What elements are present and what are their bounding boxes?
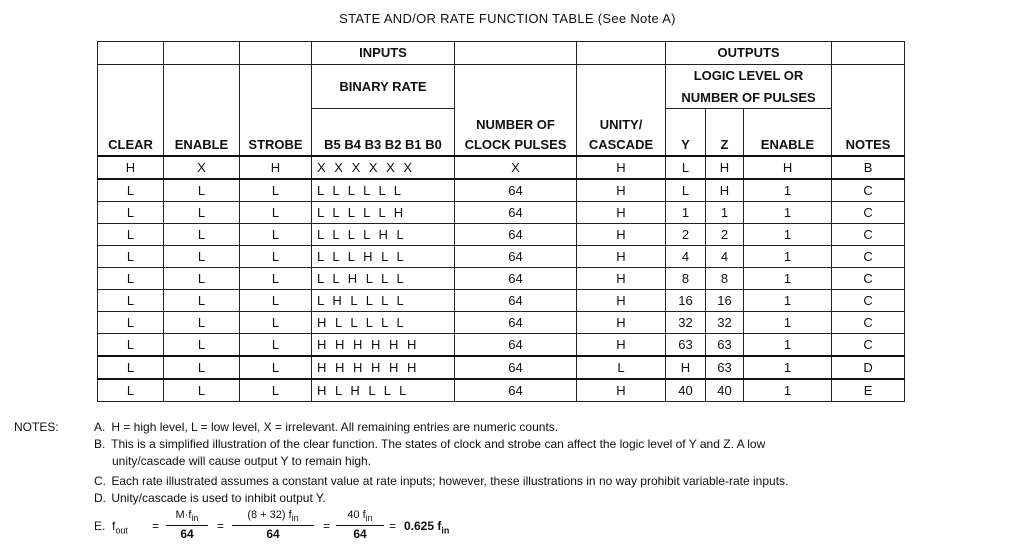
table-title: STATE AND/OR RATE FUNCTION TABLE (See Note A): [339, 11, 676, 26]
table-row: [98, 312, 905, 334]
note-text: Unity/cascade is used to inhibit output Y.: [111, 491, 326, 505]
output-enable-cell: 1: [744, 290, 832, 312]
result-value: 0.625 $f_{in}$: [404, 519, 450, 536]
unity-cascade-cell: H: [577, 334, 666, 357]
bits-cell: H L H L L L: [312, 379, 455, 402]
number-of-pulses-label: NUMBER OF PULSES: [681, 89, 816, 105]
table-row: [98, 268, 905, 290]
clock-pulses-cell: 64: [455, 334, 577, 357]
clear-cell: L: [98, 268, 164, 290]
y-cell: L: [666, 179, 706, 202]
note-cell: D: [832, 356, 905, 379]
note-cell: C: [832, 179, 905, 202]
bits-cell: H H H H H H: [312, 334, 455, 357]
y-cell: L: [666, 156, 706, 179]
clear-cell: L: [98, 356, 164, 379]
bits-cell: L L L L L H: [312, 202, 455, 224]
note-b-continued: unity/cascade will cause output Y to remain high.: [112, 454, 372, 468]
z-cell: 32: [706, 312, 744, 334]
note-cell: C: [832, 224, 905, 246]
enable-cell: L: [164, 334, 240, 357]
note-text: Each rate illustrated assumes a constant value at rate inputs; however, these illustrations in no way prohibit variable-rate inputs.: [111, 474, 789, 488]
note-b: [14, 436, 1004, 453]
unity-cascade-cell: H: [577, 202, 666, 224]
y-cell: 40: [666, 379, 706, 402]
table-row: [98, 156, 905, 179]
fraction-2: [232, 509, 314, 542]
bits-cell: L H L L L L: [312, 290, 455, 312]
clear-cell: L: [98, 202, 164, 224]
strobe-cell: L: [240, 334, 312, 357]
table-row: [98, 224, 905, 246]
note-text: This is a simplified illustration of the clear function. The states of clock and strobe can affect the logic level of Y and Z. A low: [111, 437, 766, 451]
note-e-formula: [14, 509, 1004, 543]
unity-cascade-cell: H: [577, 179, 666, 202]
strobe-cell: L: [240, 312, 312, 334]
z-cell: H: [706, 179, 744, 202]
note-cell: C: [832, 246, 905, 268]
output-enable-cell: 1: [744, 356, 832, 379]
strobe-cell: L: [240, 246, 312, 268]
note-cell: C: [832, 268, 905, 290]
clear-cell: L: [98, 224, 164, 246]
y-header: Y: [666, 109, 706, 157]
enable-cell: L: [164, 290, 240, 312]
note-cell: E: [832, 379, 905, 402]
notes-section: [14, 419, 1004, 543]
clock-pulses-cell: 64: [455, 268, 577, 290]
enable-cell: L: [164, 246, 240, 268]
clock-pulses-cell: 64: [455, 224, 577, 246]
strobe-cell: L: [240, 290, 312, 312]
inputs-header: INPUTS: [312, 42, 455, 65]
equals-sign: =: [389, 519, 397, 533]
unity-cascade-header: [577, 65, 666, 157]
y-cell: 8: [666, 268, 706, 290]
y-cell: 16: [666, 290, 706, 312]
note-cell: C: [832, 334, 905, 357]
outputs-header: OUTPUTS: [666, 42, 832, 65]
clock-pulses-cell: 64: [455, 312, 577, 334]
y-cell: 63: [666, 334, 706, 357]
logic-level-label: LOGIC LEVEL OR: [693, 67, 804, 83]
blank-head-cell: [832, 42, 905, 65]
output-enable-cell: 1: [744, 246, 832, 268]
bits-header: B5 B4 B3 B2 B1 B0: [312, 109, 455, 157]
note-text: H = high level, L = low level, X = irrelevant. All remaining entries are numeric counts.: [111, 420, 559, 434]
function-table: [97, 41, 905, 402]
unity-cascade-cell: H: [577, 268, 666, 290]
output-enable-cell: 1: [744, 224, 832, 246]
note-cell: B: [832, 156, 905, 179]
denominator-3: 64: [353, 527, 367, 542]
note-letter: E.: [94, 519, 106, 533]
y-cell: H: [666, 356, 706, 379]
enable-cell: L: [164, 379, 240, 402]
y-cell: 1: [666, 202, 706, 224]
clock-pulses-cell: 64: [455, 202, 577, 224]
unity-cascade-cell: H: [577, 290, 666, 312]
enable-cell: X: [164, 156, 240, 179]
bits-cell: L L H L L L: [312, 268, 455, 290]
binary-rate-header: BINARY RATE: [312, 65, 455, 109]
z-header: Z: [706, 109, 744, 157]
z-cell: 63: [706, 334, 744, 357]
strobe-cell: H: [240, 156, 312, 179]
enable-cell: L: [164, 356, 240, 379]
fraction-1: [166, 509, 208, 542]
note-letter: A.: [94, 420, 106, 434]
bits-cell: L L L L H L: [312, 224, 455, 246]
clock-pulses-cell: 64: [455, 290, 577, 312]
note-letter: C.: [94, 474, 106, 488]
y-cell: 32: [666, 312, 706, 334]
z-cell: H: [706, 156, 744, 179]
strobe-cell: L: [240, 379, 312, 402]
clear-cell: L: [98, 179, 164, 202]
table-body: [98, 156, 905, 402]
bits-cell: X X X X X X: [312, 156, 455, 179]
strobe-cell: L: [240, 224, 312, 246]
fraction-3: [336, 509, 384, 542]
equals-sign: =: [217, 519, 225, 533]
note-c: [14, 473, 1004, 490]
denominator-1: 64: [180, 527, 194, 542]
blank-head-cell: [98, 42, 164, 65]
clear-header: CLEAR: [98, 65, 164, 157]
clear-cell: H: [98, 156, 164, 179]
y-cell: 2: [666, 224, 706, 246]
unity-cascade-cell: H: [577, 246, 666, 268]
output-enable-cell: 1: [744, 202, 832, 224]
clear-cell: L: [98, 379, 164, 402]
denominator-2: 64: [266, 527, 280, 542]
clock-pulses-cell: 64: [455, 379, 577, 402]
numerator-2: (8 + 32) $f_{in}$: [232, 509, 314, 526]
strobe-cell: L: [240, 179, 312, 202]
numerator-1: $M\cdot f_{in}$: [166, 509, 208, 526]
z-cell: 40: [706, 379, 744, 402]
output-enable-cell: H: [744, 156, 832, 179]
output-enable-cell: 1: [744, 334, 832, 357]
strobe-header: STROBE: [240, 65, 312, 157]
table-row: [98, 246, 905, 268]
numerator-3: 40 $f_{in}$: [336, 509, 384, 526]
enable-header: ENABLE: [164, 65, 240, 157]
bits-cell: H H H H H H: [312, 356, 455, 379]
note-cell: C: [832, 312, 905, 334]
z-cell: 16: [706, 290, 744, 312]
unity-cascade-cell: H: [577, 379, 666, 402]
clear-cell: L: [98, 290, 164, 312]
enable-cell: L: [164, 312, 240, 334]
equals-sign: =: [152, 519, 160, 533]
output-enable-cell: 1: [744, 179, 832, 202]
table-row: [98, 179, 905, 202]
enable-cell: L: [164, 268, 240, 290]
clear-cell: L: [98, 312, 164, 334]
blank-head-cell: [577, 42, 666, 65]
z-cell: 4: [706, 246, 744, 268]
strobe-cell: L: [240, 202, 312, 224]
output-enable-header: ENABLE: [744, 109, 832, 157]
clock-pulses-cell: 64: [455, 246, 577, 268]
fout-symbol: $f_{out}$: [112, 519, 128, 536]
enable-cell: L: [164, 202, 240, 224]
bits-cell: H L L L L L: [312, 312, 455, 334]
blank-head-cell: [455, 42, 577, 65]
clear-cell: L: [98, 334, 164, 357]
table-row: [98, 356, 905, 379]
logic-level-header: [666, 65, 832, 109]
z-cell: 8: [706, 268, 744, 290]
blank-head-cell: [164, 42, 240, 65]
notes-header: NOTES: [832, 65, 905, 157]
table-row: [98, 290, 905, 312]
unity-cascade-cell: H: [577, 224, 666, 246]
note-cell: C: [832, 290, 905, 312]
output-enable-cell: 1: [744, 312, 832, 334]
z-cell: 1: [706, 202, 744, 224]
strobe-cell: L: [240, 356, 312, 379]
unity-cascade-cell: L: [577, 356, 666, 379]
bits-cell: L L L L L L: [312, 179, 455, 202]
output-enable-cell: 1: [744, 379, 832, 402]
note-cell: C: [832, 202, 905, 224]
table-row: [98, 202, 905, 224]
unity-label: UNITY/: [599, 117, 643, 132]
clock-pulses-cell: 64: [455, 179, 577, 202]
note-a: [14, 419, 1004, 436]
table-row: [98, 379, 905, 402]
clear-cell: L: [98, 246, 164, 268]
note-letter: D.: [94, 491, 106, 505]
y-cell: 4: [666, 246, 706, 268]
unity-cascade-cell: H: [577, 312, 666, 334]
cascade-label: CASCADE: [588, 137, 654, 152]
blank-head-cell: [240, 42, 312, 65]
note-letter: B.: [94, 437, 106, 451]
enable-cell: L: [164, 179, 240, 202]
number-of-label: NUMBER OF: [476, 117, 555, 132]
clock-pulses-cell: X: [455, 156, 577, 179]
table-row: [98, 334, 905, 357]
z-cell: 63: [706, 356, 744, 379]
notes-label: NOTES:: [14, 420, 59, 434]
equals-sign: =: [323, 519, 331, 533]
clock-pulses-header: [455, 65, 577, 157]
bits-cell: L L L H L L: [312, 246, 455, 268]
clock-pulses-label: CLOCK PULSES: [464, 137, 567, 152]
output-enable-cell: 1: [744, 268, 832, 290]
z-cell: 2: [706, 224, 744, 246]
unity-cascade-cell: H: [577, 156, 666, 179]
enable-cell: L: [164, 224, 240, 246]
strobe-cell: L: [240, 268, 312, 290]
clock-pulses-cell: 64: [455, 356, 577, 379]
note-d: [14, 490, 1004, 507]
